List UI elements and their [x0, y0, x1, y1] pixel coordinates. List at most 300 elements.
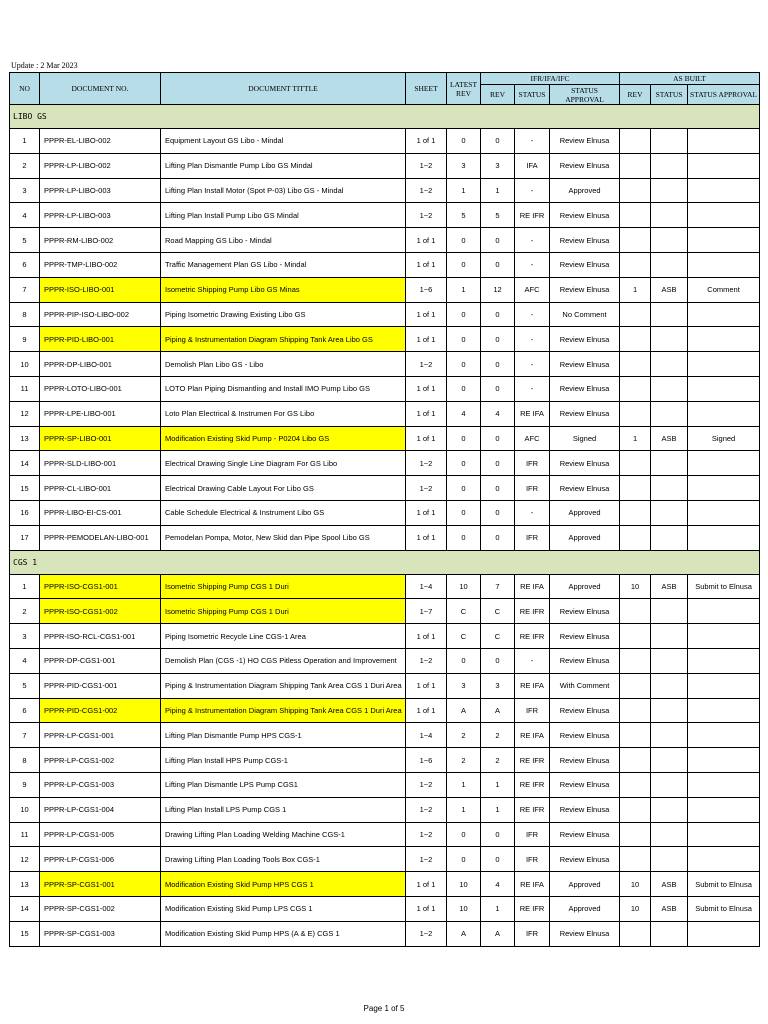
- status-approval-cell: Review Elnusa: [550, 698, 620, 723]
- asbuilt-status-cell: [651, 500, 688, 525]
- table-row: [10, 921, 760, 946]
- latest-rev-cell: 4: [447, 401, 481, 426]
- asbuilt-approval-cell: [688, 673, 760, 698]
- table-row: [10, 178, 760, 203]
- sheet-cell: 1~2: [406, 451, 447, 476]
- document-number: PPPR-LP-CGS1-005: [40, 822, 161, 847]
- status-approval-cell: Review Elnusa: [550, 277, 620, 302]
- table-row: [10, 624, 760, 649]
- asbuilt-status-cell: [651, 822, 688, 847]
- document-number: PPPR-PID-CGS1-002: [40, 698, 161, 723]
- status-cell: IFR: [515, 822, 550, 847]
- document-register-table: [9, 72, 760, 947]
- document-title: Isometric Shipping Pump Libo GS Minas: [161, 277, 406, 302]
- latest-rev-cell: 0: [447, 525, 481, 550]
- document-number: PPPR-SP-LIBO-001: [40, 426, 161, 451]
- status-cell: -: [515, 327, 550, 352]
- table-row: [10, 153, 760, 178]
- status-approval-cell: Review Elnusa: [550, 451, 620, 476]
- rev-cell: 1: [481, 178, 515, 203]
- asbuilt-status-cell: ASB: [651, 574, 688, 599]
- rev-cell: 0: [481, 252, 515, 277]
- rev-cell: 0: [481, 228, 515, 253]
- sheet-cell: 1~2: [406, 203, 447, 228]
- asbuilt-status-cell: [651, 252, 688, 277]
- table-row: [10, 574, 760, 599]
- document-title: Lifting Plan Install LPS Pump CGS 1: [161, 797, 406, 822]
- asbuilt-approval-cell: [688, 153, 760, 178]
- rev-cell: 0: [481, 376, 515, 401]
- latest-rev-cell: 1: [447, 772, 481, 797]
- asbuilt-status-cell: [651, 921, 688, 946]
- asbuilt-approval-cell: Signed: [688, 426, 760, 451]
- asbuilt-rev-cell: [620, 673, 651, 698]
- asbuilt-approval-cell: [688, 599, 760, 624]
- rev-cell: 0: [481, 129, 515, 154]
- rev-cell: 1: [481, 772, 515, 797]
- header-status-approval: STATUS APPROVAL: [550, 85, 620, 105]
- asbuilt-status-cell: [651, 525, 688, 550]
- row-number: 5: [10, 228, 40, 253]
- table-row: [10, 847, 760, 872]
- latest-rev-cell: 0: [447, 476, 481, 501]
- document-title: Drawing Lifting Plan Loading Tools Box CGS-1: [161, 847, 406, 872]
- table-row: [10, 673, 760, 698]
- asbuilt-status-cell: [651, 376, 688, 401]
- document-number: PPPR-ISO-CGS1-001: [40, 574, 161, 599]
- header-status: STATUS: [515, 85, 550, 105]
- document-title: Traffic Management Plan GS Libo - Mindal: [161, 252, 406, 277]
- latest-rev-cell: C: [447, 624, 481, 649]
- status-approval-cell: Review Elnusa: [550, 748, 620, 773]
- document-title: Lifting Plan Install Motor (Spot P-03) Libo GS - Mindal: [161, 178, 406, 203]
- status-cell: IFA: [515, 153, 550, 178]
- asbuilt-approval-cell: [688, 302, 760, 327]
- row-number: 10: [10, 352, 40, 377]
- sheet-cell: 1 of 1: [406, 302, 447, 327]
- rev-cell: 5: [481, 203, 515, 228]
- document-number: PPPR-LP-CGS1-006: [40, 847, 161, 872]
- document-number: PPPR-ISO-RCL-CGS1-001: [40, 624, 161, 649]
- document-number: PPPR-CL-LIBO-001: [40, 476, 161, 501]
- document-number: PPPR-SLD-LIBO-001: [40, 451, 161, 476]
- latest-rev-cell: 1: [447, 277, 481, 302]
- rev-cell: 2: [481, 748, 515, 773]
- status-approval-cell: Review Elnusa: [550, 648, 620, 673]
- status-cell: -: [515, 500, 550, 525]
- asbuilt-approval-cell: [688, 624, 760, 649]
- row-number: 1: [10, 574, 40, 599]
- asbuilt-status-cell: [651, 451, 688, 476]
- rev-cell: 0: [481, 822, 515, 847]
- sheet-cell: 1 of 1: [406, 872, 447, 897]
- asbuilt-approval-cell: [688, 228, 760, 253]
- sheet-cell: 1~2: [406, 847, 447, 872]
- asbuilt-status-cell: [651, 203, 688, 228]
- document-title: Drawing Lifting Plan Loading Welding Machine CGS-1: [161, 822, 406, 847]
- sheet-cell: 1 of 1: [406, 228, 447, 253]
- asbuilt-approval-cell: [688, 352, 760, 377]
- asbuilt-rev-cell: [620, 178, 651, 203]
- sheet-cell: 1~2: [406, 352, 447, 377]
- asbuilt-status-cell: ASB: [651, 896, 688, 921]
- document-title: Electrical Drawing Cable Layout For Libo GS: [161, 476, 406, 501]
- row-number: 6: [10, 252, 40, 277]
- status-cell: IFR: [515, 847, 550, 872]
- rev-cell: 3: [481, 153, 515, 178]
- row-number: 3: [10, 624, 40, 649]
- status-cell: RE IFR: [515, 203, 550, 228]
- sheet-cell: 1 of 1: [406, 624, 447, 649]
- status-cell: RE IFR: [515, 624, 550, 649]
- latest-rev-cell: 0: [447, 129, 481, 154]
- header-sheet: SHEET: [406, 73, 447, 105]
- sheet-cell: 1 of 1: [406, 376, 447, 401]
- status-approval-cell: Review Elnusa: [550, 599, 620, 624]
- latest-rev-cell: 0: [447, 376, 481, 401]
- asbuilt-rev-cell: [620, 822, 651, 847]
- latest-rev-cell: 0: [447, 500, 481, 525]
- document-number: PPPR-LP-CGS1-003: [40, 772, 161, 797]
- asbuilt-approval-cell: Submit to Elnusa: [688, 574, 760, 599]
- rev-cell: 0: [481, 302, 515, 327]
- document-number: PPPR-RM-LIBO-002: [40, 228, 161, 253]
- asbuilt-status-cell: [651, 673, 688, 698]
- table-row: [10, 228, 760, 253]
- sheet-cell: 1~6: [406, 748, 447, 773]
- latest-rev-cell: 0: [447, 648, 481, 673]
- status-approval-cell: Review Elnusa: [550, 228, 620, 253]
- asbuilt-approval-cell: [688, 451, 760, 476]
- sheet-cell: 1 of 1: [406, 426, 447, 451]
- rev-cell: 12: [481, 277, 515, 302]
- status-cell: -: [515, 228, 550, 253]
- sheet-cell: 1 of 1: [406, 896, 447, 921]
- asbuilt-approval-cell: Comment: [688, 277, 760, 302]
- status-approval-cell: Review Elnusa: [550, 921, 620, 946]
- rev-cell: A: [481, 921, 515, 946]
- asbuilt-status-cell: ASB: [651, 277, 688, 302]
- asbuilt-approval-cell: [688, 648, 760, 673]
- rev-cell: 2: [481, 723, 515, 748]
- asbuilt-status-cell: ASB: [651, 426, 688, 451]
- asbuilt-status-cell: [651, 228, 688, 253]
- asbuilt-approval-cell: [688, 376, 760, 401]
- status-cell: RE IFR: [515, 599, 550, 624]
- header-latest-rev: LATEST REV: [447, 73, 481, 105]
- row-number: 17: [10, 525, 40, 550]
- document-number: PPPR-SP-CGS1-003: [40, 921, 161, 946]
- row-number: 15: [10, 921, 40, 946]
- sheet-cell: 1~6: [406, 277, 447, 302]
- row-number: 10: [10, 797, 40, 822]
- sheet-cell: 1 of 1: [406, 525, 447, 550]
- document-title: Demolish Plan Libo GS - Libo: [161, 352, 406, 377]
- table-row: [10, 277, 760, 302]
- document-title: Lifting Plan Install Pump Libo GS Mindal: [161, 203, 406, 228]
- status-approval-cell: Review Elnusa: [550, 822, 620, 847]
- table-row: [10, 698, 760, 723]
- document-title: Cable Schedule Electrical & Instrument Libo GS: [161, 500, 406, 525]
- asbuilt-status-cell: ASB: [651, 872, 688, 897]
- document-number: PPPR-LP-LIBO-002: [40, 153, 161, 178]
- status-approval-cell: Review Elnusa: [550, 376, 620, 401]
- document-number: PPPR-LP-CGS1-001: [40, 723, 161, 748]
- asbuilt-rev-cell: 10: [620, 574, 651, 599]
- sheet-cell: 1~2: [406, 772, 447, 797]
- table-row: [10, 896, 760, 921]
- asbuilt-rev-cell: [620, 648, 651, 673]
- asbuilt-rev-cell: [620, 476, 651, 501]
- asbuilt-rev-cell: [620, 376, 651, 401]
- table-row: [10, 822, 760, 847]
- latest-rev-cell: A: [447, 698, 481, 723]
- asbuilt-status-cell: [651, 723, 688, 748]
- header-asbuilt-status: STATUS: [651, 85, 688, 105]
- document-title: LOTO Plan Piping Dismantling and Install IMO Pump Libo GS: [161, 376, 406, 401]
- latest-rev-cell: 0: [447, 252, 481, 277]
- header-no: NO: [10, 73, 40, 105]
- row-number: 13: [10, 872, 40, 897]
- document-title: Electrical Drawing Single Line Diagram For GS Libo: [161, 451, 406, 476]
- header-document-no: DOCUMENT NO.: [40, 73, 161, 105]
- rev-cell: 0: [481, 847, 515, 872]
- document-number: PPPR-LP-LIBO-003: [40, 203, 161, 228]
- asbuilt-rev-cell: 1: [620, 426, 651, 451]
- document-title: Lifting Plan Dismantle Pump HPS CGS-1: [161, 723, 406, 748]
- rev-cell: 0: [481, 525, 515, 550]
- latest-rev-cell: 1: [447, 178, 481, 203]
- document-number: PPPR-EL-LIBO-002: [40, 129, 161, 154]
- document-number: PPPR-LIBO-EI-CS-001: [40, 500, 161, 525]
- document-number: PPPR-TMP-LIBO-002: [40, 252, 161, 277]
- sheet-cell: 1 of 1: [406, 252, 447, 277]
- document-number: PPPR-LPE-LIBO-001: [40, 401, 161, 426]
- asbuilt-rev-cell: 10: [620, 872, 651, 897]
- latest-rev-cell: 0: [447, 451, 481, 476]
- sheet-cell: 1~2: [406, 822, 447, 847]
- row-number: 14: [10, 896, 40, 921]
- document-number: PPPR-LP-LIBO-003: [40, 178, 161, 203]
- asbuilt-status-cell: [651, 129, 688, 154]
- latest-rev-cell: 0: [447, 302, 481, 327]
- asbuilt-status-cell: [651, 178, 688, 203]
- asbuilt-rev-cell: [620, 698, 651, 723]
- asbuilt-rev-cell: [620, 500, 651, 525]
- row-number: 14: [10, 451, 40, 476]
- status-approval-cell: Review Elnusa: [550, 476, 620, 501]
- table-row: [10, 327, 760, 352]
- status-cell: -: [515, 648, 550, 673]
- asbuilt-approval-cell: [688, 252, 760, 277]
- sheet-cell: 1 of 1: [406, 698, 447, 723]
- document-number: PPPR-DP-LIBO-001: [40, 352, 161, 377]
- section-header-row: [10, 105, 760, 129]
- document-number: PPPR-ISO-CGS1-002: [40, 599, 161, 624]
- asbuilt-approval-cell: [688, 822, 760, 847]
- asbuilt-approval-cell: [688, 500, 760, 525]
- status-approval-cell: Approved: [550, 896, 620, 921]
- document-number: PPPR-LOTO-LIBO-001: [40, 376, 161, 401]
- sheet-cell: 1 of 1: [406, 673, 447, 698]
- document-title: Modification Existing Skid Pump HPS (A & E) CGS 1: [161, 921, 406, 946]
- row-number: 11: [10, 376, 40, 401]
- status-cell: IFR: [515, 698, 550, 723]
- section-title: CGS 1: [10, 550, 760, 574]
- header-asbuilt-group: AS BUILT: [620, 73, 760, 85]
- asbuilt-approval-cell: [688, 723, 760, 748]
- asbuilt-status-cell: [651, 698, 688, 723]
- document-number: PPPR-DP-CGS1-001: [40, 648, 161, 673]
- header-asbuilt-rev: REV: [620, 85, 651, 105]
- rev-cell: 7: [481, 574, 515, 599]
- row-number: 16: [10, 500, 40, 525]
- table-row: [10, 352, 760, 377]
- status-cell: RE IFA: [515, 574, 550, 599]
- asbuilt-status-cell: [651, 797, 688, 822]
- status-approval-cell: No Comment: [550, 302, 620, 327]
- status-cell: IFR: [515, 921, 550, 946]
- asbuilt-approval-cell: [688, 847, 760, 872]
- document-title: Loto Plan Electrical & Instrumen For GS Libo: [161, 401, 406, 426]
- asbuilt-status-cell: [651, 476, 688, 501]
- asbuilt-approval-cell: [688, 178, 760, 203]
- status-approval-cell: Review Elnusa: [550, 327, 620, 352]
- asbuilt-status-cell: [651, 302, 688, 327]
- row-number: 4: [10, 203, 40, 228]
- asbuilt-approval-cell: [688, 203, 760, 228]
- row-number: 9: [10, 327, 40, 352]
- latest-rev-cell: 2: [447, 723, 481, 748]
- asbuilt-approval-cell: [688, 476, 760, 501]
- row-number: 8: [10, 748, 40, 773]
- document-number: PPPR-PEMODELAN-LIBO-001: [40, 525, 161, 550]
- asbuilt-approval-cell: [688, 921, 760, 946]
- document-number: PPPR-LP-CGS1-004: [40, 797, 161, 822]
- status-approval-cell: Review Elnusa: [550, 847, 620, 872]
- status-cell: -: [515, 302, 550, 327]
- document-title: Pemodelan Pompa, Motor, New Skid dan Pipe Spool Libo GS: [161, 525, 406, 550]
- asbuilt-rev-cell: 1: [620, 277, 651, 302]
- status-cell: IFR: [515, 451, 550, 476]
- latest-rev-cell: 10: [447, 896, 481, 921]
- page-footer: Page 1 of 5: [363, 1004, 405, 1013]
- table-row: [10, 525, 760, 550]
- header-asbuilt-status-approval: STATUS APPROVAL: [688, 85, 760, 105]
- table-row: [10, 748, 760, 773]
- status-cell: AFC: [515, 277, 550, 302]
- status-approval-cell: Review Elnusa: [550, 153, 620, 178]
- latest-rev-cell: 10: [447, 872, 481, 897]
- status-approval-cell: Review Elnusa: [550, 723, 620, 748]
- status-cell: RE IFA: [515, 673, 550, 698]
- asbuilt-rev-cell: [620, 797, 651, 822]
- asbuilt-approval-cell: [688, 698, 760, 723]
- header-document-title: DOCUMENT TITTLE: [161, 73, 406, 105]
- rev-cell: 4: [481, 401, 515, 426]
- status-approval-cell: Approved: [550, 872, 620, 897]
- table-row: [10, 451, 760, 476]
- sheet-cell: 1~2: [406, 797, 447, 822]
- table-row: [10, 252, 760, 277]
- document-title: Piping & Instrumentation Diagram Shipping Tank Area CGS 1 Duri Area: [161, 673, 406, 698]
- status-approval-cell: Review Elnusa: [550, 252, 620, 277]
- status-cell: -: [515, 129, 550, 154]
- status-approval-cell: Approved: [550, 574, 620, 599]
- sheet-cell: 1~2: [406, 153, 447, 178]
- sheet-cell: 1 of 1: [406, 401, 447, 426]
- row-number: 3: [10, 178, 40, 203]
- asbuilt-status-cell: [651, 352, 688, 377]
- asbuilt-rev-cell: [620, 624, 651, 649]
- status-cell: RE IFA: [515, 872, 550, 897]
- document-title: Modification Existing Skid Pump - P0204 Libo GS: [161, 426, 406, 451]
- table-row: [10, 872, 760, 897]
- document-title: Piping & Instrumentation Diagram Shipping Tank Area Libo GS: [161, 327, 406, 352]
- rev-cell: C: [481, 599, 515, 624]
- document-title: Isometric Shipping Pump CGS 1 Duri: [161, 574, 406, 599]
- header-rev: REV: [481, 85, 515, 105]
- asbuilt-rev-cell: [620, 228, 651, 253]
- table-row: [10, 376, 760, 401]
- status-approval-cell: Review Elnusa: [550, 203, 620, 228]
- row-number: 12: [10, 401, 40, 426]
- document-title: Lifting Plan Dismantle LPS Pump CGS1: [161, 772, 406, 797]
- asbuilt-rev-cell: [620, 748, 651, 773]
- table-row: [10, 772, 760, 797]
- asbuilt-approval-cell: [688, 129, 760, 154]
- status-cell: -: [515, 352, 550, 377]
- asbuilt-rev-cell: [620, 252, 651, 277]
- status-approval-cell: Review Elnusa: [550, 797, 620, 822]
- status-approval-cell: Review Elnusa: [550, 772, 620, 797]
- asbuilt-rev-cell: [620, 327, 651, 352]
- status-cell: AFC: [515, 426, 550, 451]
- document-title: Lifting Plan Install HPS Pump CGS-1: [161, 748, 406, 773]
- document-number: PPPR-SP-CGS1-002: [40, 896, 161, 921]
- rev-cell: 0: [481, 500, 515, 525]
- document-title: Piping & Instrumentation Diagram Shipping Tank Area CGS 1 Duri Area: [161, 698, 406, 723]
- asbuilt-rev-cell: [620, 847, 651, 872]
- sheet-cell: 1~4: [406, 574, 447, 599]
- row-number: 6: [10, 698, 40, 723]
- rev-cell: C: [481, 624, 515, 649]
- status-cell: -: [515, 178, 550, 203]
- status-approval-cell: Review Elnusa: [550, 352, 620, 377]
- document-title: Piping Isometric Recycle Line CGS-1 Area: [161, 624, 406, 649]
- asbuilt-status-cell: [651, 772, 688, 797]
- status-approval-cell: Approved: [550, 525, 620, 550]
- latest-rev-cell: 0: [447, 847, 481, 872]
- status-approval-cell: Review Elnusa: [550, 129, 620, 154]
- asbuilt-status-cell: [651, 599, 688, 624]
- table-row: [10, 500, 760, 525]
- table-header: [10, 73, 760, 105]
- row-number: 5: [10, 673, 40, 698]
- asbuilt-status-cell: [651, 153, 688, 178]
- status-approval-cell: Approved: [550, 500, 620, 525]
- row-number: 7: [10, 723, 40, 748]
- latest-rev-cell: 0: [447, 822, 481, 847]
- latest-rev-cell: 5: [447, 203, 481, 228]
- asbuilt-approval-cell: [688, 401, 760, 426]
- table-row: [10, 476, 760, 501]
- asbuilt-approval-cell: Submit to Elnusa: [688, 896, 760, 921]
- latest-rev-cell: 3: [447, 673, 481, 698]
- document-title: Demolish Plan (CGS -1) HO CGS Pitless Operation and Improvement: [161, 648, 406, 673]
- section-header-row: [10, 550, 760, 574]
- rev-cell: 0: [481, 451, 515, 476]
